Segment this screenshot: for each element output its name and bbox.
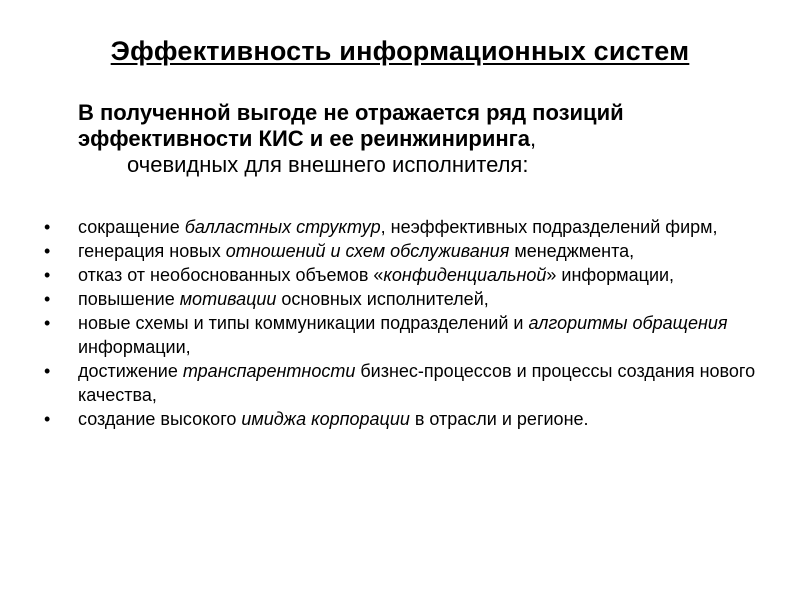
bullet-emphasis: мотивации bbox=[179, 289, 277, 309]
bullet-text: » информации, bbox=[546, 265, 675, 285]
bullet-text: новые схемы и типы коммуникации подразделений и bbox=[78, 313, 529, 333]
bullet-text: отказ от необоснованных объемов « bbox=[78, 265, 384, 285]
intro-comma: , bbox=[530, 126, 537, 151]
bullet-dot: • bbox=[44, 217, 51, 237]
bullet-text: информации, bbox=[78, 337, 191, 357]
bullet-emphasis: балластных структур bbox=[184, 217, 381, 237]
list-item bbox=[0, 239, 790, 263]
bullet-emphasis: отношений и схем обслуживания bbox=[225, 241, 510, 261]
bullet-text: в отрасли и регионе. bbox=[409, 409, 589, 429]
bullet-emphasis: транспарентности bbox=[182, 361, 356, 381]
bullet-dot: • bbox=[44, 241, 51, 261]
list-item bbox=[0, 359, 790, 407]
list-item bbox=[0, 263, 790, 287]
bullet-dot: • bbox=[44, 361, 51, 381]
bullet-text: основных исполнителей, bbox=[276, 289, 489, 309]
bullet-text: генерация новых bbox=[78, 241, 226, 261]
bullet-text: , неэффективных подразделений фирм, bbox=[380, 217, 718, 237]
bullet-dot: • bbox=[44, 313, 51, 333]
bullet-text: менеджмента, bbox=[509, 241, 635, 261]
bullet-emphasis: алгоритмы обращения bbox=[528, 313, 728, 333]
bullet-text: создание высокого bbox=[78, 409, 242, 429]
bullet-emphasis: имиджа корпорации bbox=[241, 409, 410, 429]
list-item bbox=[0, 311, 790, 359]
intro-bold-text: В полученной выгоде не отражается ряд позиций эффективности КИС и ее реинжиниринга bbox=[78, 100, 624, 151]
bullet-dot: • bbox=[44, 409, 51, 429]
bullet-dot: • bbox=[44, 289, 51, 309]
intro-regular-text: очевидных для внешнего исполнителя: bbox=[127, 152, 529, 177]
list-item bbox=[0, 287, 790, 311]
bullet-text: бизнес-процессов и процессы создания нового качества, bbox=[78, 361, 756, 405]
bullet-dot: • bbox=[44, 265, 51, 285]
bullet-emphasis: конфиденциальной bbox=[383, 265, 547, 285]
bullet-text: достижение bbox=[78, 361, 183, 381]
bullet-list bbox=[0, 215, 790, 431]
list-item bbox=[0, 407, 790, 431]
bullet-text: сокращение bbox=[78, 217, 185, 237]
bullet-text: повышение bbox=[78, 289, 180, 309]
list-item bbox=[0, 215, 790, 239]
intro-paragraph bbox=[78, 100, 778, 178]
slide-title: Эффективность информационных систем bbox=[110, 36, 690, 66]
